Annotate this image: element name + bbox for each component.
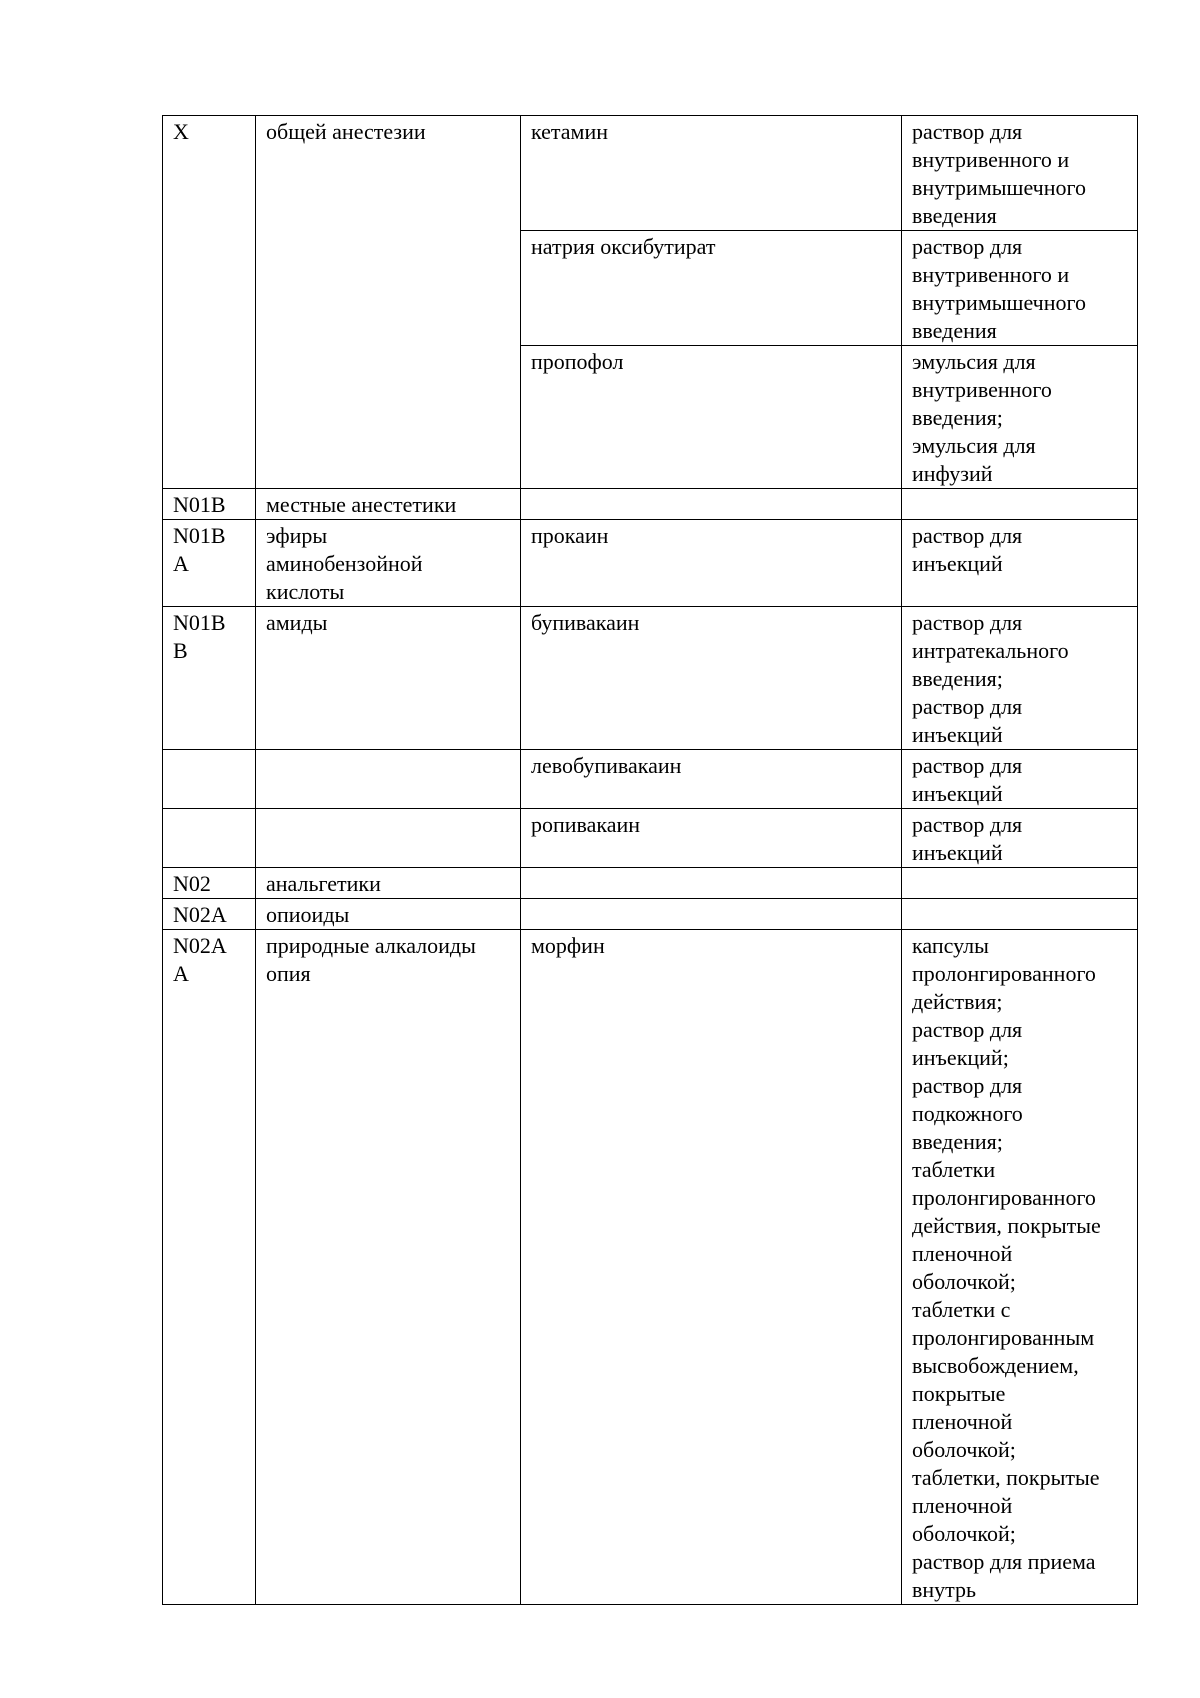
group-name-cell: эфиры аминобензойной кислоты xyxy=(256,520,521,607)
drug-name-cell xyxy=(521,868,902,899)
table-row xyxy=(163,809,1138,868)
group-name-cell: природные алкалоиды опия xyxy=(256,930,521,1605)
table-row xyxy=(163,607,1138,750)
drug-name-cell xyxy=(521,899,902,930)
group-name-cell: местные анестетики xyxy=(256,489,521,520)
drug-name-cell xyxy=(521,489,902,520)
dosage-form-cell xyxy=(902,868,1138,899)
table-row xyxy=(163,930,1138,1605)
dosage-form-cell: эмульсия для внутривенного введения; эмульсия для инфузий xyxy=(902,346,1138,489)
drug-name-cell: натрия оксибутират xyxy=(521,231,902,346)
drug-name-cell: пропофол xyxy=(521,346,902,489)
drug-name-cell: ропивакаин xyxy=(521,809,902,868)
dosage-form-cell: раствор для инъекций xyxy=(902,750,1138,809)
dosage-form-cell: раствор для внутривенного и внутримышечного введения xyxy=(902,231,1138,346)
atc-code-cell xyxy=(163,809,256,868)
dosage-form-cell xyxy=(902,489,1138,520)
group-name-cell: амиды xyxy=(256,607,521,750)
group-name-cell: анальгетики xyxy=(256,868,521,899)
dosage-form-cell xyxy=(902,899,1138,930)
dosage-form-cell: раствор для инъекций xyxy=(902,809,1138,868)
group-name-cell xyxy=(256,809,521,868)
group-name-cell: общей анестезии xyxy=(256,116,521,489)
drug-name-cell: прокаин xyxy=(521,520,902,607)
atc-code-cell: N02 xyxy=(163,868,256,899)
dosage-form-cell: капсулы пролонгированного действия; раствор для инъекций; раствор для подкожного введения; таблетки пролонгированного действия, покрытые пленочной оболочкой; таблетки с пролонгированным высвобождением, покрытые пленочной оболочкой; таблетки, покрытые пленочной оболочкой; раствор для приема внутрь xyxy=(902,930,1138,1605)
table-row xyxy=(163,750,1138,809)
dosage-form-cell: раствор для интратекального введения; раствор для инъекций xyxy=(902,607,1138,750)
dosage-form-cell: раствор для инъекций xyxy=(902,520,1138,607)
atc-code-cell: N01B A xyxy=(163,520,256,607)
atc-code-cell: N01B xyxy=(163,489,256,520)
table-row xyxy=(163,116,1138,231)
table-row xyxy=(163,489,1138,520)
table-row xyxy=(163,520,1138,607)
atc-code-cell: X xyxy=(163,116,256,489)
drug-name-cell: бупивакаин xyxy=(521,607,902,750)
group-name-cell: опиоиды xyxy=(256,899,521,930)
dosage-form-cell: раствор для внутривенного и внутримышечного введения xyxy=(902,116,1138,231)
atc-code-cell: N02A A xyxy=(163,930,256,1605)
drug-name-cell: левобупивакаин xyxy=(521,750,902,809)
table-row xyxy=(163,868,1138,899)
drug-table xyxy=(162,115,1138,1605)
group-name-cell xyxy=(256,750,521,809)
atc-code-cell: N01B B xyxy=(163,607,256,750)
atc-code-cell: N02A xyxy=(163,899,256,930)
atc-code-cell xyxy=(163,750,256,809)
drug-name-cell: морфин xyxy=(521,930,902,1605)
drug-name-cell: кетамин xyxy=(521,116,902,231)
table-row xyxy=(163,899,1138,930)
